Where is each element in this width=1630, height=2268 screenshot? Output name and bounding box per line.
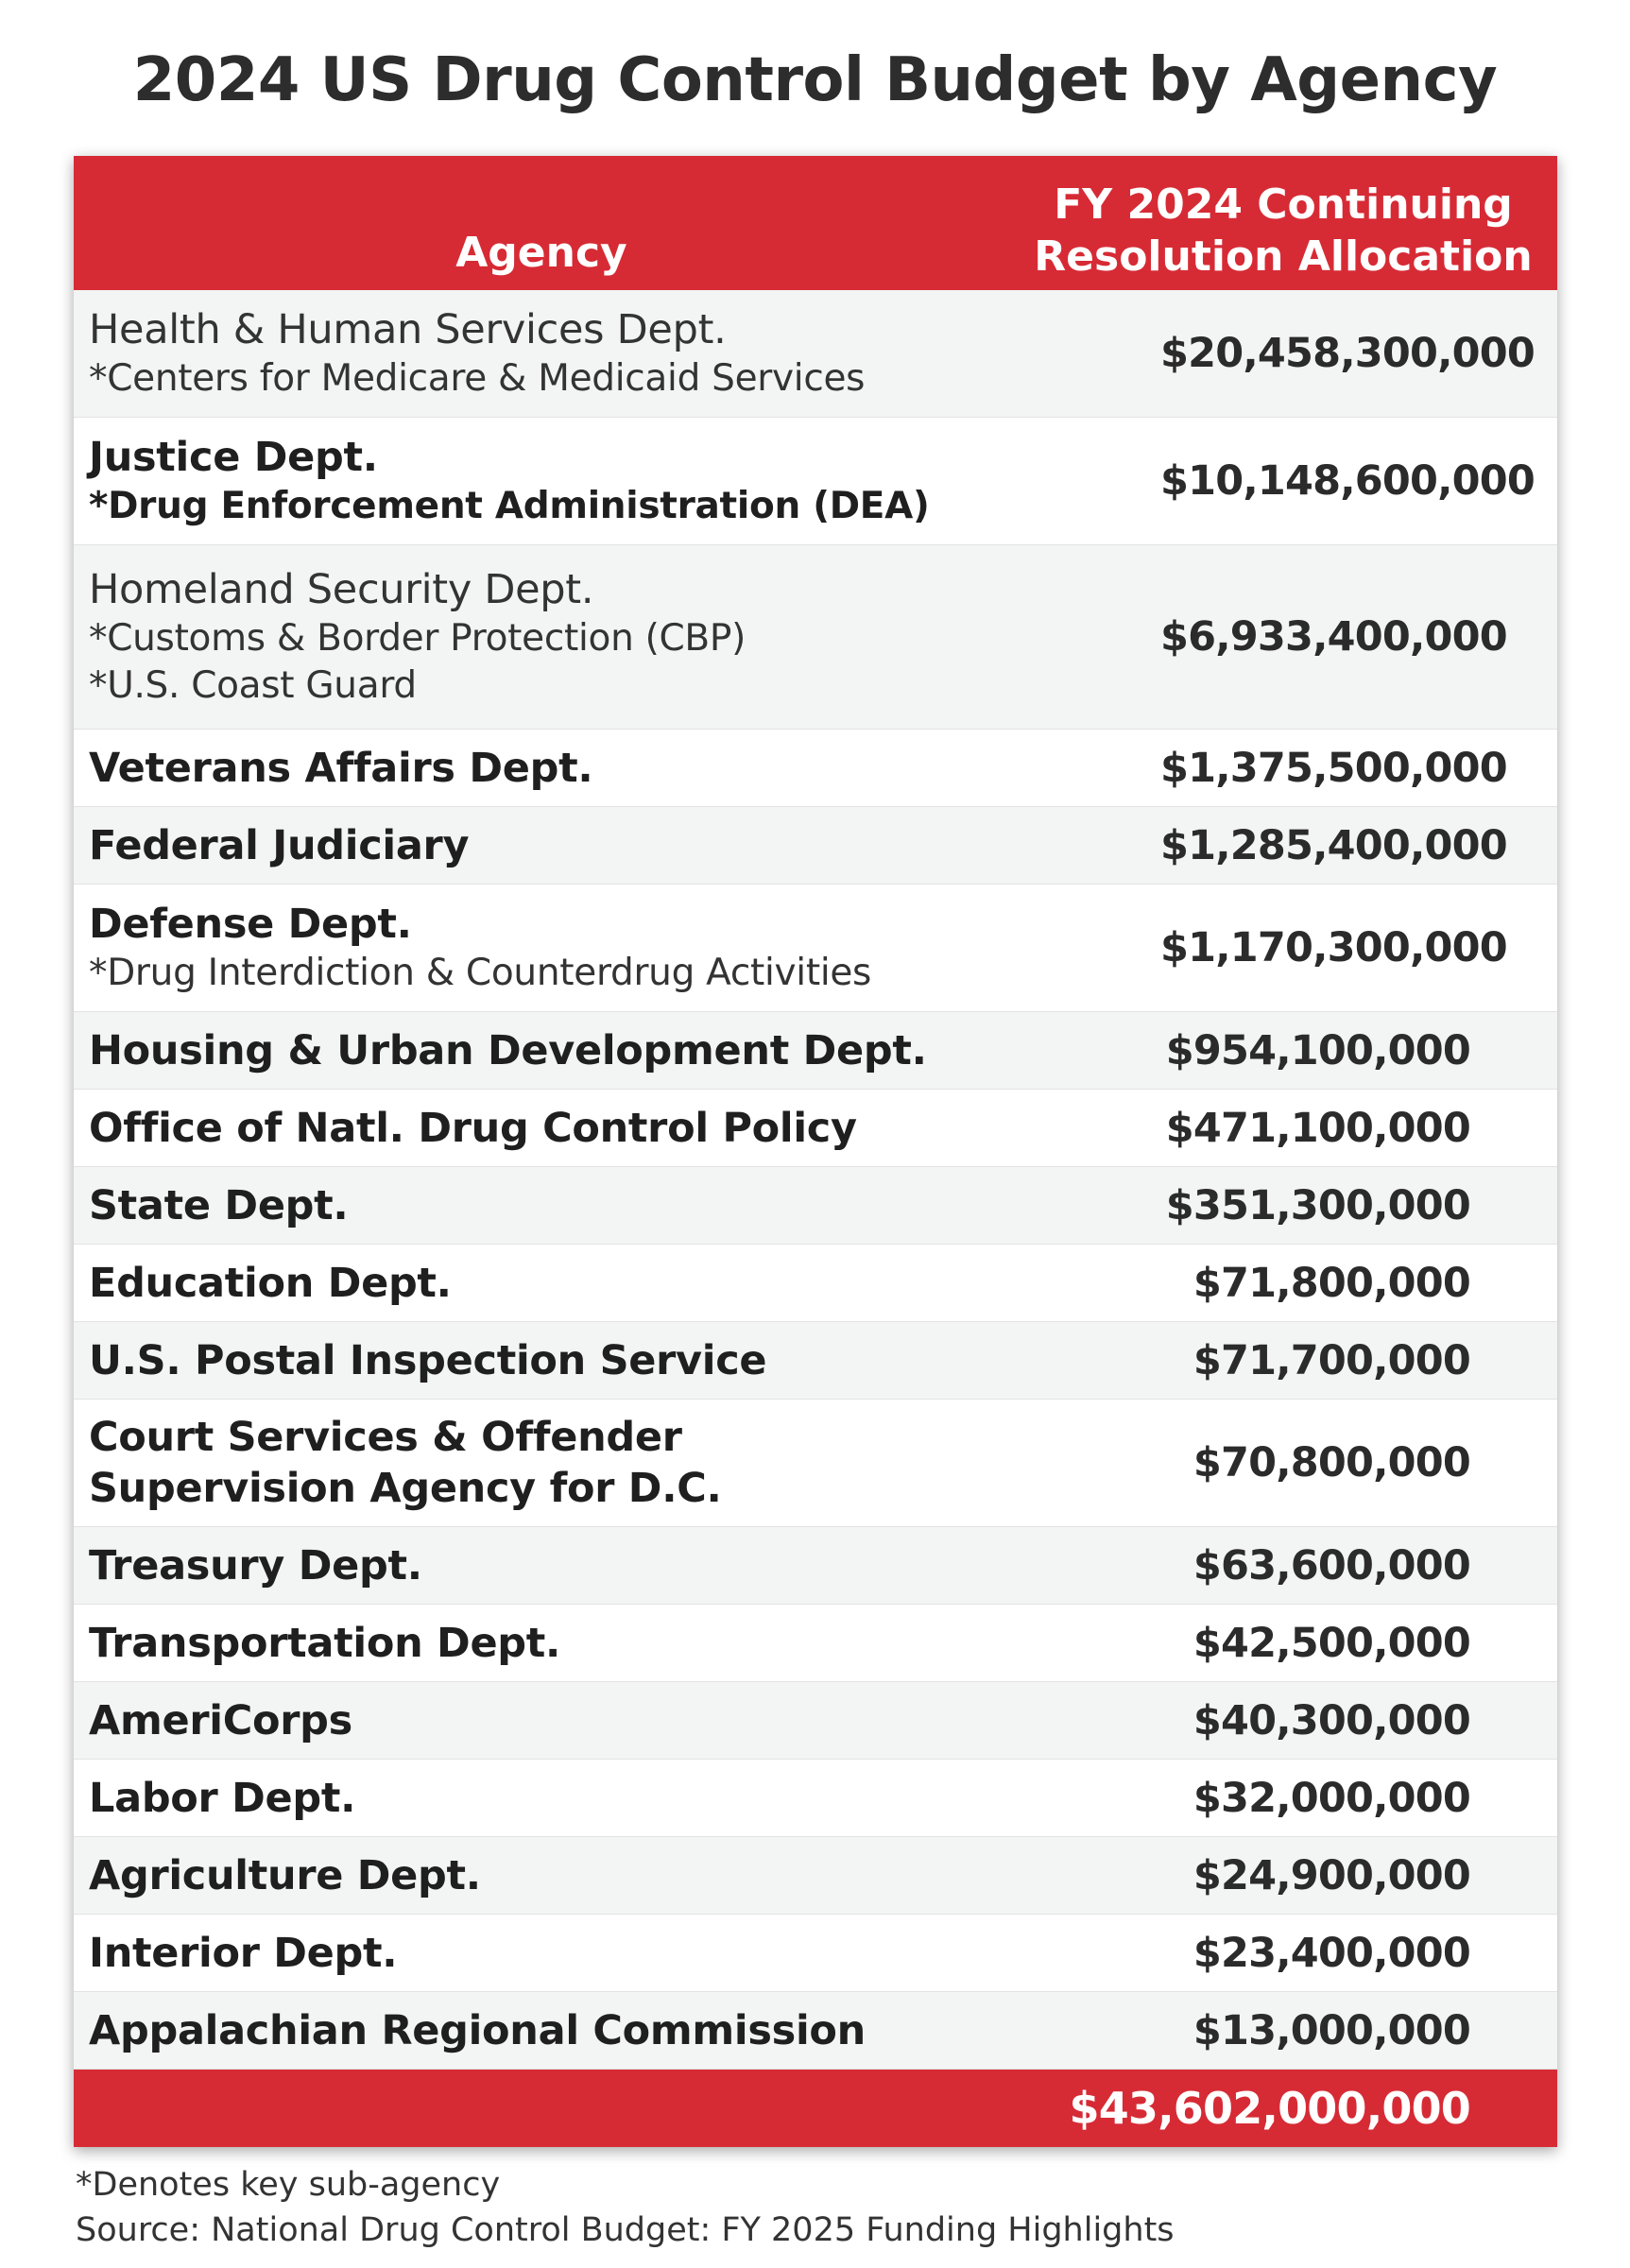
table-row (74, 418, 1557, 545)
agency-cell (74, 564, 1160, 710)
agency-cell (74, 1540, 1160, 1591)
allocation-value: $1,170,300,000 (1160, 924, 1507, 971)
agency-name: Office of Natl. Drug Control Policy (89, 1104, 857, 1152)
sub-agency: *Drug Interdiction & Counterdrug Activities (89, 952, 872, 994)
allocation-value: $42,500,000 (1192, 1619, 1470, 1667)
sub-agency: *U.S. Coast Guard (89, 664, 417, 707)
agency-cell (74, 1773, 1160, 1824)
agency-cell (74, 432, 1160, 530)
allocation-value: $20,458,300,000 (1160, 330, 1536, 377)
agency-cell (74, 2005, 1160, 2056)
table-row (74, 1090, 1557, 1167)
sub-agency: *Drug Enforcement Administration (DEA) (89, 485, 930, 527)
agency-cell (74, 1258, 1160, 1309)
allocation-value: $70,800,000 (1192, 1439, 1470, 1486)
agency-name: Veterans Affairs Dept. (89, 744, 593, 792)
table-row (74, 1527, 1557, 1605)
agency-cell (74, 304, 1160, 403)
agency-name: State Dept. (89, 1181, 349, 1229)
table-header (74, 156, 1557, 290)
agency-name: Defense Dept. (89, 901, 412, 948)
agency-cell (74, 1180, 1160, 1231)
table-row (74, 807, 1557, 885)
chart-title: 2024 US Drug Control Budget by Agency (132, 45, 1498, 115)
agency-name: Health & Human Services Dept. (89, 306, 727, 353)
allocation-value: $1,285,400,000 (1160, 821, 1507, 869)
allocation-value: $10,148,600,000 (1160, 457, 1536, 505)
table-row (74, 1400, 1557, 1527)
header-agency: Agency (455, 229, 627, 277)
table-row (74, 1245, 1557, 1322)
footnote-note: *Denotes key sub-agency (76, 2166, 501, 2204)
table-row (74, 885, 1557, 1012)
allocation-value: $13,000,000 (1192, 2006, 1470, 2054)
footnote-source: Source: National Drug Control Budget: FY 2025 Funding Highlights (76, 2211, 1175, 2249)
agency-cell (74, 1025, 1160, 1076)
table-row (74, 1682, 1557, 1760)
agency-cell (74, 820, 1160, 871)
allocation-value: $63,600,000 (1192, 1541, 1470, 1589)
allocation-value: $71,700,000 (1192, 1336, 1470, 1384)
table-row (74, 730, 1557, 807)
agency-name: Labor Dept. (89, 1774, 356, 1822)
agency-name: Appalachian Regional Commission (89, 2006, 866, 2054)
agency-name: Housing & Urban Development Dept. (89, 1026, 927, 1074)
allocation-value: $6,933,400,000 (1160, 613, 1507, 661)
allocation-value: $71,800,000 (1192, 1259, 1470, 1307)
agency-name: Transportation Dept. (89, 1619, 561, 1667)
table-row (74, 1322, 1557, 1400)
agency-cell (74, 743, 1160, 794)
allocation-value: $954,100,000 (1165, 1026, 1470, 1074)
sub-agency: *Centers for Medicare & Medicaid Services (89, 357, 866, 400)
agency-cell (74, 1618, 1160, 1669)
agency-name: Education Dept. (89, 1259, 452, 1307)
total-value: $43,602,000,000 (1069, 2083, 1470, 2134)
table-row (74, 1992, 1557, 2070)
agency-name: AmeriCorps (89, 1696, 352, 1744)
table-row (74, 1837, 1557, 1915)
table-row (74, 1605, 1557, 1682)
header-allocation (1009, 179, 1557, 283)
agency-name: Agriculture Dept. (89, 1851, 481, 1899)
table-row (74, 1167, 1557, 1245)
table-row (74, 1915, 1557, 1992)
allocation-value: $32,000,000 (1192, 1774, 1470, 1822)
agency-name: Justice Dept. (89, 434, 378, 481)
agency-cell (74, 1335, 1160, 1386)
budget-table (74, 156, 1557, 2147)
table-body (74, 290, 1557, 2070)
allocation-value: $471,100,000 (1165, 1104, 1470, 1152)
agency-name: Interior Dept. (89, 1929, 398, 1977)
sub-agency: *Customs & Border Protection (CBP) (89, 617, 746, 660)
agency-name: Federal Judiciary (89, 821, 470, 869)
agency-cell (74, 1695, 1160, 1746)
header-allocation-line1: FY 2024 Continuing (1054, 180, 1513, 229)
agency-cell (74, 1928, 1160, 1979)
total-row (74, 2070, 1557, 2147)
allocation-value: $23,400,000 (1192, 1929, 1470, 1977)
table-row (74, 1012, 1557, 1090)
allocation-value: $40,300,000 (1192, 1696, 1470, 1744)
agency-name: Treasury Dept. (89, 1541, 422, 1589)
allocation-value: $24,900,000 (1192, 1851, 1470, 1899)
agency-name-line: Court Services & Offender (89, 1414, 682, 1461)
agency-name: Homeland Security Dept. (89, 566, 594, 613)
agency-cell (74, 1103, 1160, 1154)
agency-name: U.S. Postal Inspection Service (89, 1336, 767, 1384)
header-allocation-line2: Resolution Allocation (1034, 232, 1533, 281)
agency-cell (74, 899, 1160, 997)
table-row (74, 290, 1557, 418)
table-row (74, 1760, 1557, 1837)
allocation-value: $351,300,000 (1165, 1181, 1470, 1229)
table-row (74, 545, 1557, 730)
allocation-value: $1,375,500,000 (1160, 744, 1507, 792)
agency-cell (74, 1412, 1160, 1514)
agency-name-line: Supervision Agency for D.C. (89, 1465, 722, 1512)
agency-cell (74, 1850, 1160, 1901)
